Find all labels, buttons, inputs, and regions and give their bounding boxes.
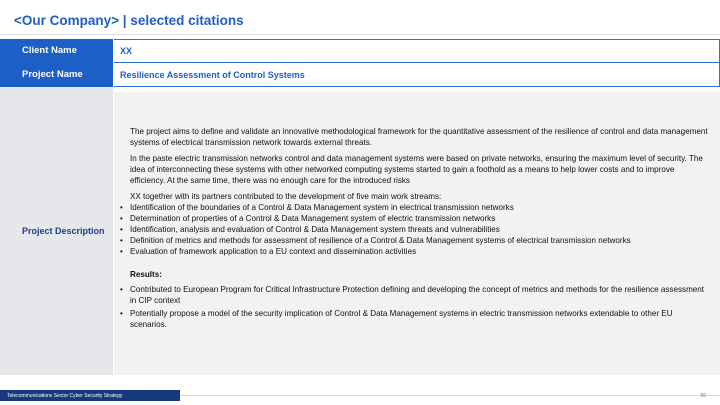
- workstream-item: • Evaluation of framework application to a EU context and dissemination activities: [130, 246, 708, 257]
- project-description-label: Project Description: [0, 87, 113, 375]
- workstream-item: • Determination of properties of a Control & Data Management system of electric transmission networks: [130, 213, 708, 224]
- project-description-body: [114, 92, 720, 375]
- client-name-label: Client Name: [0, 39, 113, 62]
- project-row: [0, 62, 720, 87]
- footer-label: Telecommunications Sector Cyber Security Strategy: [0, 390, 180, 401]
- workstream-item: • Identification of the boundaries of a Control & Data Management system in electrical transmission networks: [130, 202, 708, 213]
- project-name-label: Project Name: [0, 62, 113, 87]
- workstream-list: [130, 202, 708, 257]
- description-paragraph: In the paste electric transmission networks control and data management systems were based on private networks, ensuring the maximum level of security. The idea of interconnecting these systems with other networked computing systems started to gain a foothold as a means to help lower costs and to improve efficiency. At the same time, there was no enough care for the introduced risks: [130, 154, 703, 185]
- description-row: [0, 87, 720, 375]
- workstream-item: • Identification, analysis and evaluation of Control & Data Management system threats and vulnerabilities: [130, 224, 708, 235]
- footer-divider: [180, 395, 720, 396]
- description-paragraph: XX together with its partners contributed to the development of five main work streams:: [130, 192, 442, 201]
- client-row: [0, 39, 720, 62]
- description-paragraph: The project aims to define and validate an innovative methodological framework for the quantitative assessment of the resilience of control and data management systems of electrical transmission network towards external threats.: [130, 127, 708, 147]
- title-divider: [0, 34, 720, 35]
- project-name-value: Resilience Assessment of Control Systems: [114, 62, 720, 87]
- results-list: [130, 284, 708, 330]
- page-title: <Our Company> | selected citations: [14, 13, 244, 28]
- results-heading: Results:: [130, 270, 162, 279]
- results-item: • Contributed to European Program for Critical Infrastructure Protection defining and developing the concept of metrics and methods for the resilience assessment in CIP context: [130, 284, 708, 306]
- page-number: 56: [700, 393, 706, 399]
- results-item: • Potentially propose a model of the security implication of Control & Data Management systems in electric transmission networks extendable to other EU scenarios.: [130, 308, 708, 330]
- workstream-item: • Definition of metrics and methods for assessment of resilience of a Control & Data Management systems of electrical transmission networks: [130, 235, 708, 246]
- client-name-value: XX: [114, 39, 720, 62]
- description-text: [130, 126, 708, 332]
